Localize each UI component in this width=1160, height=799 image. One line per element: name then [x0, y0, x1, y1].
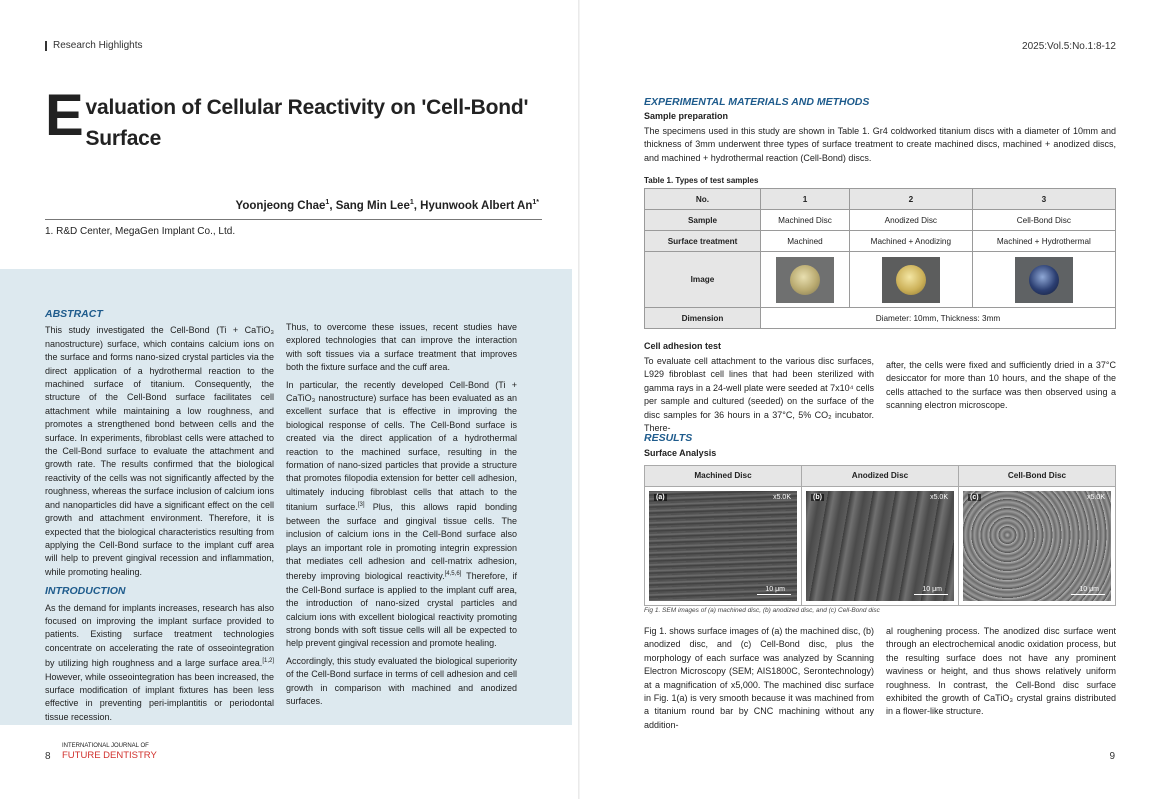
panel-label: (b)	[813, 494, 822, 501]
panel-label: (c)	[970, 494, 979, 501]
row-label: Dimension	[645, 308, 761, 329]
cell-adhesion-col-1: To evaluate cell attachment to the various disc surfaces, L929 fibroblast cell lines that had been sterilized with gamma rays in a 24-well plate were seeded at 7x10⁴ cells per sample and cultured (seeded) on the surface of the disc samples for 36 hours in a 37°C, 5% CO₂ incubator. There-	[644, 356, 874, 434]
figure-column-header: Cell-Bond Disc	[958, 466, 1115, 486]
article-title	[45, 83, 545, 154]
sem-image	[649, 491, 797, 601]
table-header-row	[645, 189, 1116, 210]
scale-label: 10 μm	[1079, 586, 1099, 593]
machined-disc-image	[776, 257, 834, 303]
methods-section	[644, 96, 1116, 165]
affiliation-divider	[45, 219, 542, 220]
table-cell: Machined + Hydrothermal	[972, 231, 1115, 252]
table-caption: Table 1. Types of test samples	[644, 176, 759, 185]
author-name: Sang Min Lee	[335, 199, 410, 212]
sem-panel-anodized	[801, 487, 958, 605]
surface-analysis-heading: Surface Analysis	[644, 448, 717, 459]
author-name: Yoonjeong Chae	[235, 199, 326, 212]
sem-image	[963, 491, 1111, 601]
table-cell: Machined	[761, 231, 850, 252]
table-header: 1	[761, 189, 850, 210]
row-label: Image	[645, 252, 761, 308]
sem-panel-cellbond	[958, 487, 1115, 605]
results-section	[644, 432, 1116, 461]
introduction-heading: INTRODUCTION	[45, 585, 126, 598]
table-cell	[972, 252, 1115, 308]
intro-paragraph-1: As the demand for implants increases, research has also focused on improving the implant surface provided to patients. Existing surface treatment technologies concentrate on accelerating the rate of osseointegration by utilizing high roughness and a large surface area.[1,2] However, while osseointegration has been increased, the surface modification of implant fixtures has been less effective in preventing peri-implantitis or periodontal tissue recession.	[45, 602, 274, 722]
cell-adhesion-heading: Cell adhesion test	[644, 341, 722, 351]
anodized-disc-image	[882, 257, 940, 303]
panel-label: (a)	[656, 494, 665, 501]
abstract-heading: ABSTRACT	[45, 308, 103, 320]
author-affil-mark: 1	[409, 199, 414, 206]
scale-bar	[757, 594, 791, 595]
right-page	[580, 0, 1160, 799]
table-cell: Diameter: 10mm, Thickness: 3mm	[761, 308, 1116, 329]
magnification-label: x5.0K	[930, 494, 948, 501]
author-list: Yoonjeong Chae$^1$, Sang Min Lee$^1$, Hyunwook Albert $An^{1*}$	[235, 199, 539, 212]
intro-paragraph-2: Thus, to overcome these issues, recent studies have explored technologies that can improve the interaction with soft tissues via a surface treatment that improves both the fixture surface and the cuff area.	[286, 322, 517, 373]
abstract-text: This study investigated the Cell-Bond (Ti + CaTiO₃ nanostructure) surface, which contains calcium ions on the surface and forms nano-sized crystal particles via the direct application of a hydrothermal reaction to the machined surface of titanium. Consequently, the structure of the Cell-Bond surface facilitates cell attachment while maintaining a low roughness, and promotes a strengthened bond between cells and the surface. In experiments, fibroblast cells were attached to the Cell-Bond surface to evaluate the attachment and growth rate. The results confirmed that the biological reactivity of the cells was not significantly affected by the roughness, whereas the surface inclusion of calcium ions and nanoparticles did have a significant effect on the cell growth and attachment environment. Therefore, it is expected that the biological characteristics resulting from applying the Cell-Bond surface to the implant cuff area will help to prevent gingival recession and inflammation, while promoting healing.	[45, 325, 274, 577]
scale-bar	[914, 594, 948, 595]
table-cell: Machined + Anodizing	[850, 231, 973, 252]
figure-column-header: Machined Disc	[694, 471, 752, 480]
sem-figure	[644, 465, 1116, 606]
results-col-2: al roughening process. The anodized disc surface went through an electrochemical anodic oxidation process, but the resulting surface does not have any prominent waviness or height, and thus shows relatively uniform roughness. In contrast, the Cell-Bond disc surface exhibited the growth of CaTiO₃ crystal grains distributed in a flower-like structure.	[886, 626, 1116, 717]
sem-panel-machined	[645, 487, 801, 605]
table-cell: Machined Disc	[761, 210, 850, 231]
table-row	[645, 210, 1116, 231]
row-label: Sample	[645, 210, 761, 231]
author-affil-mark: 1*	[532, 199, 539, 206]
magnification-label: x5.0K	[773, 494, 791, 501]
table-cell	[850, 252, 973, 308]
scale-bar	[1071, 594, 1105, 595]
table-cell: Cell-Bond Disc	[972, 210, 1115, 231]
figure-header	[645, 466, 1115, 487]
table-cell	[761, 252, 850, 308]
table-header: No.	[645, 189, 761, 210]
magnification-label: x5.0K	[1087, 494, 1105, 501]
left-column-2	[286, 321, 517, 712]
table-header: 3	[972, 189, 1115, 210]
results-heading: RESULTS	[644, 432, 693, 444]
table-header: 2	[850, 189, 973, 210]
author-affil-mark: 1	[325, 199, 330, 206]
results-col-1: Fig 1. shows surface images of (a) the machined disc, (b) anodized disc, and (c) Cell-Bond disc, plus the morphology of each surface was analyzed by Scanning Electron Microscopy (SEM; AIS1800C, Serontechnology) at a magnification of x5,000. The machined disc surface in Fig. 1(a) is very smooth because it was machined from a titanium round bar by CNC machining without any addition-	[644, 626, 874, 730]
author-name: Hyunwook Albert An	[420, 199, 533, 212]
figure-body	[645, 487, 1115, 605]
cell-adhesion-col-2: after, the cells were fixed and sufficiently dried in a 37°C desiccator for more than 10 hours, and the shape of the cells attached to the surface was then observed using a scanning electron microscope.	[886, 360, 1116, 411]
sample-prep-heading: Sample preparation	[644, 111, 729, 122]
table-row	[645, 252, 1116, 308]
journal-name: INTERNATIONAL JOURNAL OF FUTURE DENTISTRY	[62, 743, 157, 761]
row-label: Surface treatment	[645, 231, 761, 252]
running-head-left: Research Highlights	[45, 41, 143, 51]
title-text: valuation of Cellular Reactivity on 'Cell-Bond' Surface	[85, 96, 529, 150]
table-cell: Anodized Disc	[850, 210, 973, 231]
page-number-right: 9	[1109, 751, 1115, 762]
scale-label: 10 μm	[765, 586, 785, 593]
table-row	[645, 308, 1116, 329]
figure-caption: Fig 1. SEM images of (a) machined disc, (b) anodized disc, and (c) Cell-Bond disc	[644, 607, 880, 614]
left-column-1	[45, 306, 274, 728]
methods-heading: EXPERIMENTAL MATERIALS AND METHODS	[644, 96, 870, 108]
cellbond-disc-image	[1015, 257, 1073, 303]
intro-paragraph-3: In particular, the recently developed Cell-Bond (Ti + CaTiO₃ nanostructure) surface has been evaluated as an excellent surface that is effective in improving the biological response of cells. The Cell-Bond surface is created via the direct application of a hydrothermal reaction to the machined surface, resulting in the formation of nano-sized particles that provide a structure that promotes filopodia extension for better cell adhesion, ultimately inducing fibroblast cells that attach to the titanium surface.[3] Plus, this allows rapid bonding between the surface and gingival tissue cells. The inclusion of calcium ions in the Cell-Bond surface also plays an important role in promoting integrin expression that mediates cell adhesion and cell-matrix adhesion, thereby improving biological reactivity.[4,5,6] Therefore, if the Cell-Bond surface is applied to the implant cuff area, the introduction of nano-sized crystal particles and calcium ions with excellent biological reactivity promoting strong bonds with soft tissue cells will all be expected to help prevent gingival recession and promote healing.	[286, 379, 518, 649]
table-row	[645, 231, 1116, 252]
samples-table	[644, 188, 1116, 329]
scale-label: 10 μm	[922, 586, 942, 593]
running-head-right: 2025:Vol.5:No.1:8-12	[1022, 41, 1116, 52]
sem-image	[806, 491, 954, 601]
title-dropcap: E	[45, 83, 84, 148]
affiliation: 1. R&D Center, MegaGen Implant Co., Ltd.	[45, 226, 236, 237]
page-number-left: 8	[45, 751, 51, 762]
figure-column-header: Anodized Disc	[801, 466, 958, 486]
intro-paragraph-4: Accordingly, this study evaluated the biological superiority of the Cell-Bond surface in terms of cell adhesion and cell growth in comparison with machined and anodized surfaces.	[286, 655, 517, 706]
sample-prep-text: The specimens used in this study are shown in Table 1. Gr4 coldworked titanium discs with a diameter of 10mm and thickness of 3mm underwent three types of surface treatment to create machined discs, machined + anodized discs, and machined + hydrothermal reaction (Cell-Bond) discs.	[644, 125, 1116, 163]
